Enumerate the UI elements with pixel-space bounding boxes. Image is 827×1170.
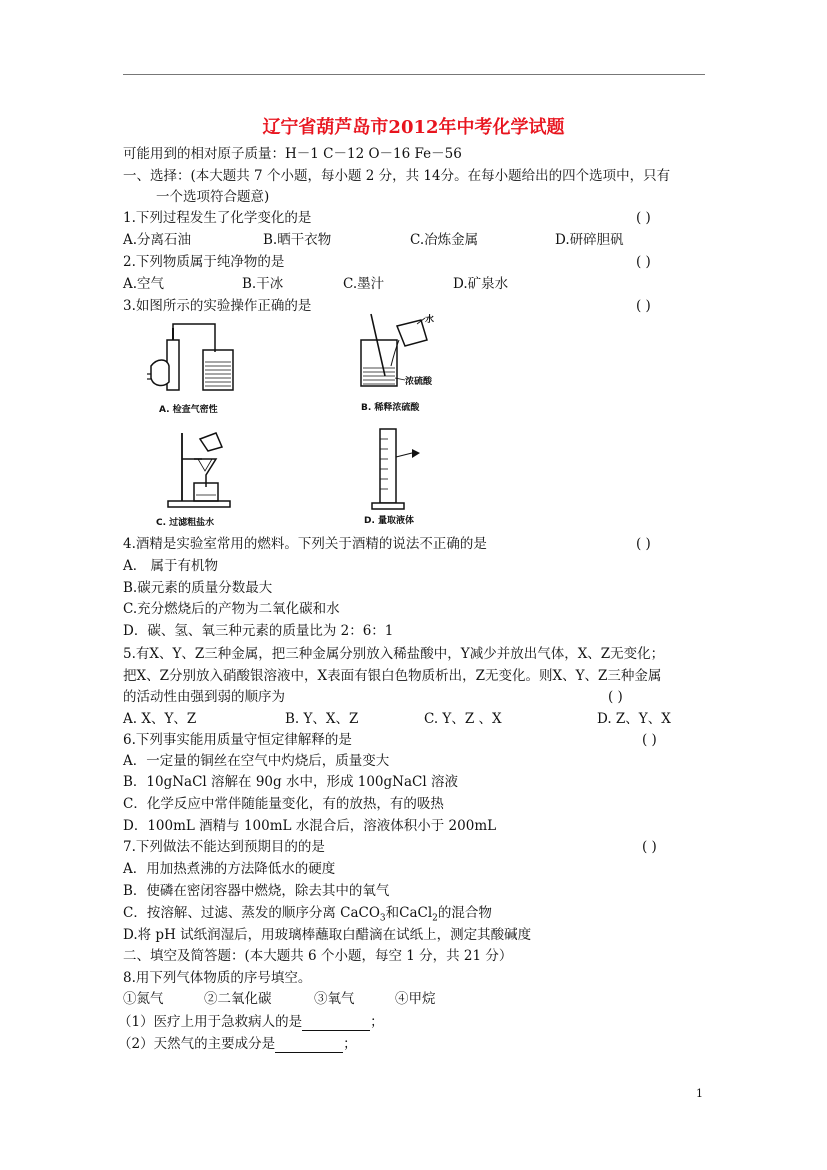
q2-option-d: D.矿泉水 — [453, 276, 509, 292]
q7-answer-paren: ( ) — [642, 839, 657, 855]
figure-c-filtration — [150, 425, 250, 530]
figure-d-measure — [358, 425, 448, 530]
q7-option-b: B．使磷在密闭容器中燃烧，除去其中的氧气 — [123, 883, 390, 899]
q8-option-2: ②二氧化碳 — [204, 991, 272, 1007]
q7-option-d: D.将 pH 试纸润湿后，用玻璃棒蘸取白醋滴在试纸上，测定其酸碱度 — [123, 927, 532, 943]
figure-d-caption: D. 量取液体 — [364, 516, 415, 526]
q6-option-d: D．100mL 酒精与 100mL 水混合后，溶液体积小于 200mL — [123, 818, 497, 834]
page-number: 1 — [696, 1087, 703, 1100]
q8-sub-2-blank[interactable] — [275, 1038, 343, 1053]
q8-sub-2: （2）天然气的主要成分是 ； — [118, 1036, 357, 1052]
q2-answer-paren: ( ) — [636, 254, 651, 270]
q6-option-a: A．一定量的铜丝在空气中灼烧后，质量变大 — [123, 753, 390, 769]
header-rule — [123, 74, 705, 75]
atomic-mass-line: 可能用到的相对原子质量：H－1 C－12 O－16 Fe－56 — [123, 146, 462, 162]
q6-stem: 6.下列事实能用质量守恒定律解释的是 — [123, 732, 352, 748]
figure-b-caption: B. 稀释浓硫酸 — [361, 403, 420, 413]
q2-option-c: C.墨汁 — [343, 276, 385, 292]
q3-stem: 3.如图所示的实验操作正确的是 — [123, 298, 312, 314]
q4-option-b: B.碳元素的质量分数最大 — [123, 580, 273, 596]
q1-option-c: C.冶炼金属 — [410, 232, 479, 248]
q6-option-b: B．10gNaCl 溶解在 90g 水中，形成 100gNaCl 溶液 — [123, 774, 458, 790]
q6-answer-paren: ( ) — [642, 732, 657, 748]
figure-c-caption: C. 过滤粗盐水 — [156, 518, 215, 528]
page-title: 辽宁省葫芦岛市2012年中考化学试题 — [262, 117, 565, 138]
q4-stem: 4.酒精是实验室常用的燃料。下列关于酒精的说法不正确的是 — [123, 536, 487, 552]
q3-answer-paren: ( ) — [636, 298, 651, 314]
section2-heading: 二、填空及简答题：(本大题共 6 个小题，每空 1 分，共 21 分） — [123, 948, 513, 964]
figure-a-airtightness — [145, 322, 255, 422]
q5-line-2: 把X、Z分别放入硝酸银溶液中，X表面有银白色物质析出，Z无变化。则X、Y、Z三种金属 — [123, 668, 662, 684]
figure-b-label-water: 水 — [425, 315, 435, 325]
q4-answer-paren: ( ) — [636, 536, 651, 552]
q8-option-3: ③氧气 — [314, 991, 355, 1007]
q8-option-1: ①氮气 — [123, 991, 164, 1007]
q4-option-a: A． 属于有机物 — [123, 558, 219, 574]
q4-option-c: C.充分燃烧后的产物为二氧化碳和水 — [123, 601, 340, 617]
q1-option-d: D.研碎胆矾 — [555, 232, 624, 248]
q5-option-c: C. Y、Z 、X — [424, 711, 502, 727]
q5-option-d: D. Z、Y、X — [597, 711, 671, 727]
q8-sub-1-blank[interactable] — [302, 1016, 370, 1031]
section1-heading-cont: 一个选项符合题意) — [156, 189, 270, 205]
figure-b-label-acid: 浓硫酸 — [405, 377, 433, 387]
q2-stem: 2.下列物质属于纯净物的是 — [123, 254, 285, 270]
q5-option-b: B. Y、X、Z — [285, 711, 359, 727]
q1-stem: 1.下列过程发生了化学变化的是 — [123, 210, 312, 226]
q7-option-c: C．按溶解、过滤、蒸发的顺序分离 CaCO$_3$和CaCl$_2$的混合物 — [123, 905, 492, 924]
q8-option-4: ④甲烷 — [395, 991, 436, 1007]
q2-option-b: B.干冰 — [242, 276, 284, 292]
q8-stem: 8.用下列气体物质的序号填空。 — [123, 970, 312, 986]
q1-option-a: A.分离石油 — [123, 232, 192, 248]
q5-line-1: 5.有X、Y、Z三种金属，把三种金属分别放入稀盐酸中，Y减少并放出气体，X、Z无变化； — [123, 646, 665, 662]
q7-option-a: A．用加热煮沸的方法降低水的硬度 — [123, 861, 336, 877]
q1-option-b: B.晒干衣物 — [263, 232, 332, 248]
q5-line-3: 的活动性由强到弱的顺序为 — [123, 689, 285, 705]
figure-a-caption: A. 检查气密性 — [159, 405, 218, 415]
section1-heading: 一、选择：(本大题共 7 个小题，每小题 2 分，共 14分。在每小题给出的四个选项中，只有 — [123, 168, 671, 184]
q4-option-d: D．碳、氢、氧三种元素的质量比为 2：6：1 — [123, 623, 394, 639]
q5-answer-paren: ( ) — [608, 689, 623, 705]
q2-option-a: A.空气 — [123, 276, 165, 292]
q1-answer-paren: ( ) — [636, 210, 651, 226]
q7-stem: 7.下列做法不能达到预期目的的是 — [123, 839, 325, 855]
q6-option-c: C．化学反应中常伴随能量变化，有的放热，有的吸热 — [123, 796, 444, 812]
q8-sub-1: （1）医疗上用于急救病人的是 ； — [118, 1014, 384, 1030]
figure-b-dilution — [355, 310, 455, 415]
q5-option-a: A. X、Y、Z — [123, 711, 197, 727]
